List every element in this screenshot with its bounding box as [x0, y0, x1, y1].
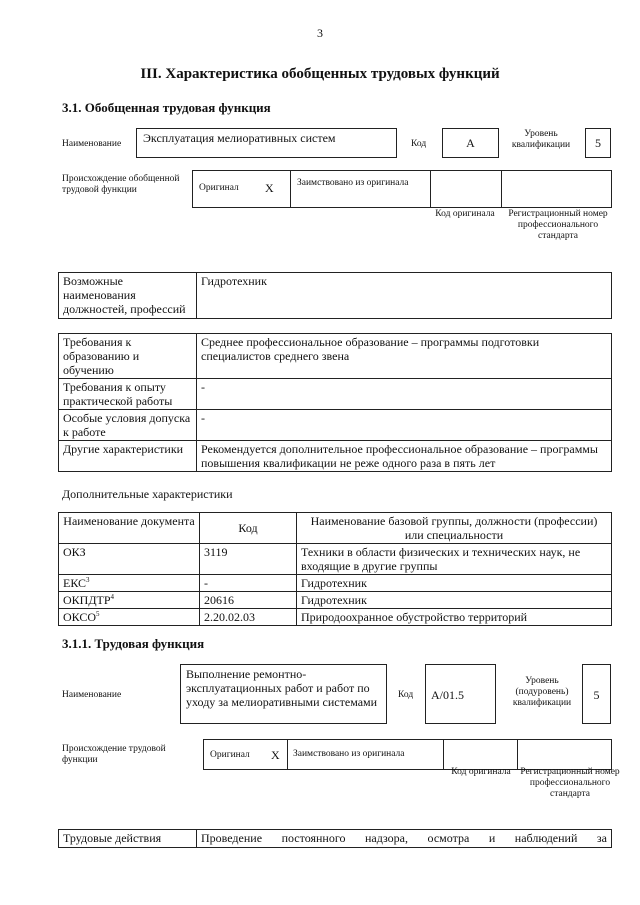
- requirement-label: Требования к образованию и обучению: [59, 334, 197, 379]
- requirement-label: Требования к опыту практической работы: [59, 379, 197, 410]
- additional-header-row: [59, 513, 612, 544]
- gtf-original-label: Оригинал: [199, 183, 239, 193]
- positions-label: Возможные наименования должностей, профессий: [59, 273, 197, 319]
- gtf-origin-table: [192, 170, 612, 208]
- header-doc: Наименование документа: [59, 513, 200, 544]
- doc-title: Природоохранное обустройство территорий: [297, 609, 612, 626]
- positions-table: [58, 272, 612, 319]
- doc-name: ОКСО: [63, 610, 97, 624]
- requirement-label: Особые условия допуска к работе: [59, 410, 197, 441]
- requirement-row: [59, 334, 612, 379]
- gtf-orig-code-caption: Код оригинала: [435, 209, 495, 219]
- doc-code: 3119: [200, 544, 297, 575]
- tf-name-value: Выполнение ремонтно-эксплуатационных работ и работ по уходу за мелиоративными системами: [180, 664, 387, 724]
- doc-name: ОКПДТР: [63, 593, 111, 607]
- requirement-value: Рекомендуется дополнительное профессиональное образование – программы повышения квалификации не реже одного раза в пять лет: [197, 441, 612, 472]
- doc-title: Гидротехник: [297, 592, 612, 609]
- positions-value: Гидротехник: [197, 273, 612, 319]
- tf-reg-number-caption: Регистрационный номер профессионального стандарта: [520, 767, 620, 799]
- doc-title: Гидротехник: [297, 575, 612, 592]
- requirement-label: Другие характеристики: [59, 441, 197, 472]
- tf-code-label: Код: [398, 690, 414, 700]
- gtf-name-value: Эксплуатация мелиоративных систем: [136, 128, 397, 158]
- divider: [290, 170, 291, 208]
- header-code: Код: [200, 513, 297, 544]
- table-row: [59, 592, 612, 609]
- requirement-value: Среднее профессиональное образование – программы подготовки специалистов среднего звена: [197, 334, 612, 379]
- tf-borrowed-label: Заимствовано из оригинала: [293, 749, 405, 759]
- doc-footnote: 3: [86, 576, 90, 584]
- table-row: [59, 575, 612, 592]
- gtf-name-label: Наименование: [62, 139, 122, 149]
- page-number: 3: [317, 26, 323, 40]
- requirement-value: -: [197, 410, 612, 441]
- doc-footnote: 4: [110, 593, 115, 601]
- gtf-heading: 3.1. Обобщенная трудовая функция: [62, 100, 271, 115]
- table-row: [59, 544, 612, 575]
- gtf-code-value: А: [442, 128, 499, 158]
- section-title: III. Характеристика обобщенных трудовых функций: [140, 66, 500, 82]
- gtf-original-mark: X: [265, 181, 274, 195]
- additional-heading: Дополнительные характеристики: [62, 487, 233, 501]
- table-row: [59, 609, 612, 626]
- doc-code: 20616: [200, 592, 297, 609]
- tf-origin-label: Происхождение трудовой функции: [62, 744, 166, 765]
- tf-original-mark: X: [271, 748, 280, 762]
- header-name: Наименование базовой группы, должности (профессии) или специальности: [297, 513, 612, 544]
- doc-title: Техники в области физических и технических наук, не входящие в другие группы: [297, 544, 612, 575]
- tf-heading: 3.1.1. Трудовая функция: [62, 636, 205, 651]
- tf-code-value: А/01.5: [425, 664, 496, 724]
- tf-original-label: Оригинал: [210, 750, 250, 760]
- divider: [287, 739, 288, 770]
- doc-footnote: 5: [96, 610, 100, 618]
- gtf-reg-number-caption: Регистрационный номер профессионального стандарта: [508, 209, 608, 241]
- tf-level-label: Уровень (подуровень) квалификации: [512, 676, 572, 708]
- labor-actions-label: Трудовые действия: [59, 830, 197, 848]
- doc-name: ОКЗ: [63, 545, 86, 559]
- gtf-borrowed-label: Заимствовано из оригинала: [297, 178, 409, 188]
- tf-name-label: Наименование: [62, 690, 122, 700]
- requirement-value: -: [197, 379, 612, 410]
- labor-actions-table: [58, 829, 612, 848]
- doc-code: 2.20.02.03: [200, 609, 297, 626]
- divider: [517, 739, 518, 770]
- divider: [443, 739, 444, 770]
- gtf-level-label: Уровень квалификации: [511, 129, 571, 150]
- additional-table: [58, 512, 612, 626]
- doc-name: ЕКС: [63, 576, 87, 590]
- gtf-level-value: 5: [585, 128, 611, 158]
- gtf-code-label: Код: [411, 139, 427, 149]
- requirement-row: [59, 410, 612, 441]
- requirement-row: [59, 379, 612, 410]
- divider: [430, 170, 431, 208]
- labor-actions-value: Проведение постоянного надзора, осмотра и наблюдений за: [197, 830, 612, 848]
- requirement-row: [59, 441, 612, 472]
- tf-level-value: 5: [582, 664, 611, 724]
- doc-code: -: [200, 575, 297, 592]
- tf-origin-table: [203, 739, 612, 770]
- tf-orig-code-caption: Код оригинала: [451, 767, 511, 777]
- requirements-table: [58, 333, 612, 472]
- gtf-origin-label: Происхождение обобщенной трудовой функции: [62, 174, 180, 195]
- divider: [501, 170, 502, 208]
